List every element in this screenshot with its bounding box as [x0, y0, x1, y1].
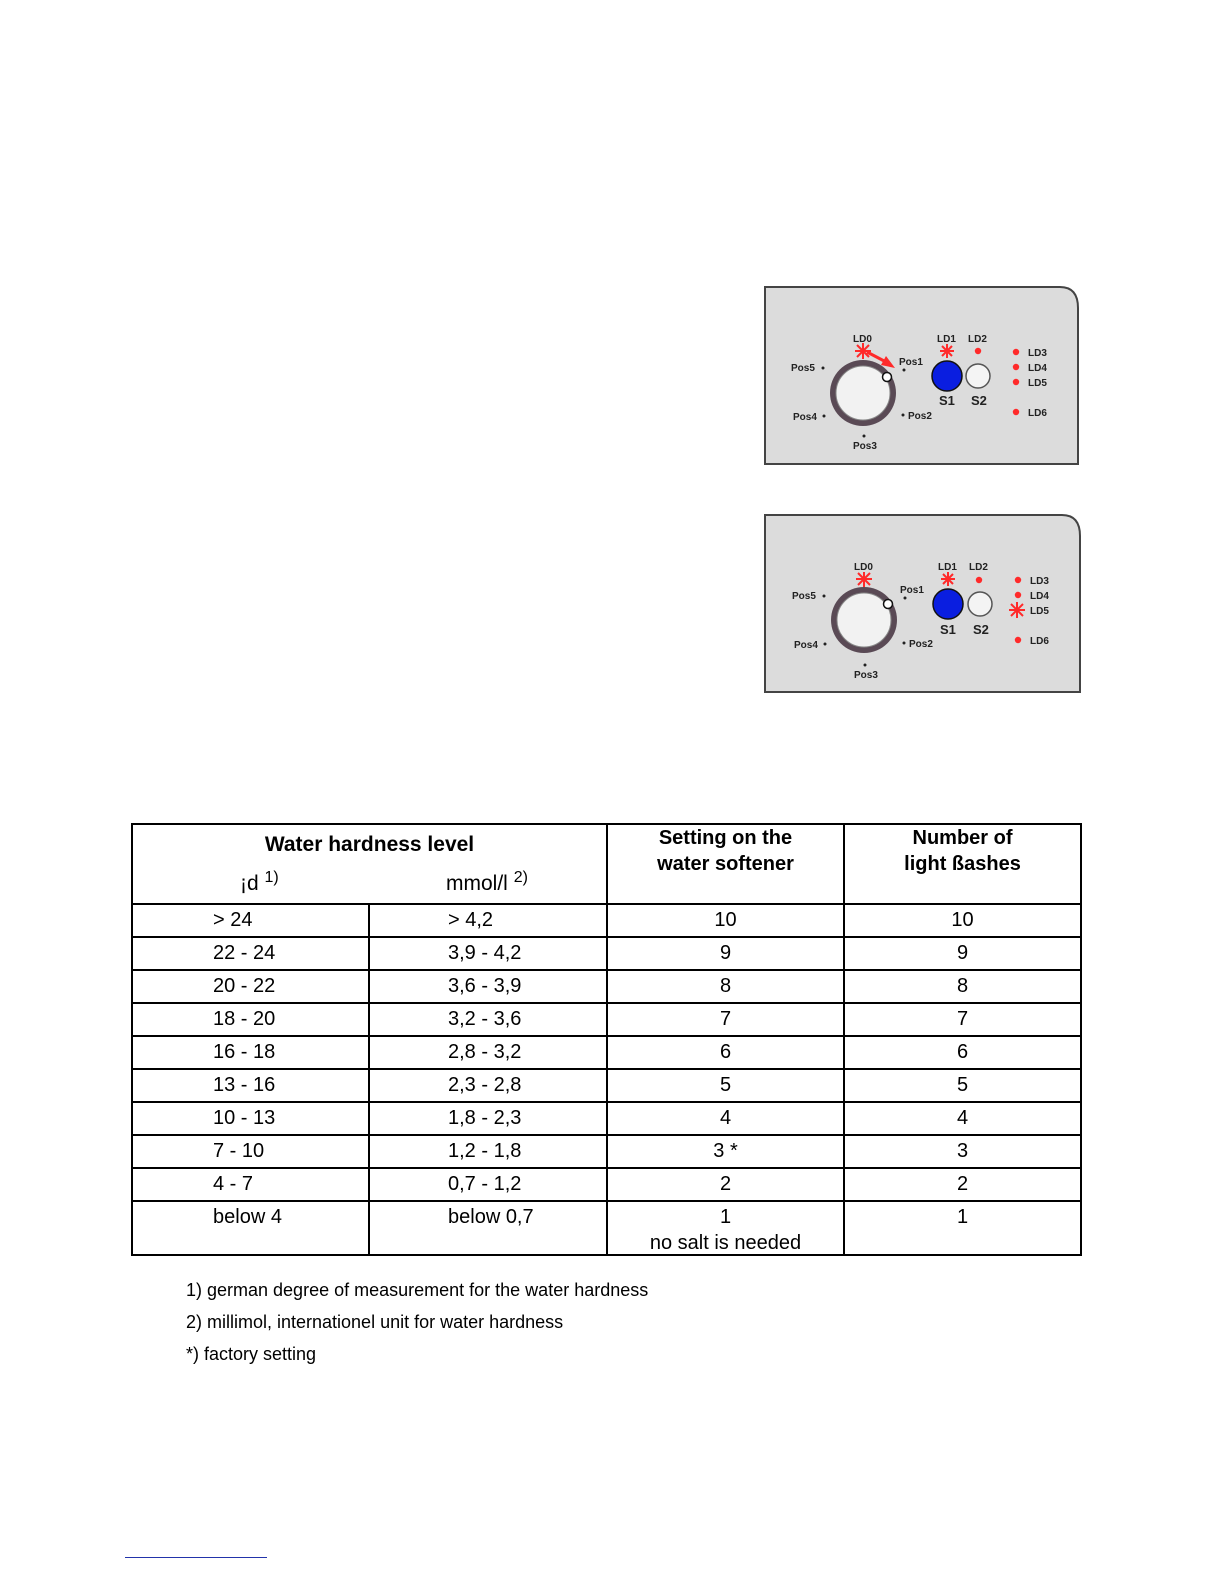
ld1-label: LD1 — [938, 562, 957, 573]
pos3-label: Pos3 — [853, 441, 877, 452]
pos1-label: Pos1 — [900, 585, 924, 596]
pos1-label: Pos1 — [899, 357, 923, 368]
ld4-led — [1013, 364, 1019, 370]
control-panel-top-svg — [764, 286, 1080, 466]
ld5-flash-star-icon — [1009, 602, 1025, 618]
german-degree-cell: 13 - 16 — [132, 1069, 369, 1102]
ld6-label: LD6 — [1028, 408, 1047, 419]
table-row — [132, 1003, 1081, 1036]
table-row — [132, 904, 1081, 937]
control-panel-diagram-top — [764, 286, 1080, 466]
ld3-label: LD3 — [1028, 348, 1047, 359]
flashes-cell: 6 — [844, 1036, 1081, 1069]
setting-cell: 2 — [607, 1168, 844, 1201]
flashes-cell: 3 — [844, 1135, 1081, 1168]
mmol-cell: 0,7 - 1,2 — [369, 1168, 607, 1201]
ld5-label: LD5 — [1030, 606, 1049, 617]
pos5-label: Pos5 — [791, 363, 815, 374]
german-degree-cell: 10 - 13 — [132, 1102, 369, 1135]
setting-cell: 10 — [607, 904, 844, 937]
footnote-1: 1) german degree of measurement for the water hardness — [186, 1280, 649, 1300]
mmol-header: mmol/l $^{2)}$ — [446, 869, 528, 895]
ld6-label: LD6 — [1030, 636, 1049, 647]
ld6-led — [1013, 409, 1019, 415]
rotary-knob — [837, 593, 891, 647]
ld5-label: LD5 — [1028, 378, 1047, 389]
mmol-cell: 2,8 - 3,2 — [369, 1036, 607, 1069]
pos2-label: Pos2 — [909, 639, 933, 650]
ld2-led — [975, 348, 981, 354]
table-row — [132, 1036, 1081, 1069]
table-row — [132, 1102, 1081, 1135]
control-panel-diagram-bottom — [764, 514, 1082, 694]
table-header-row — [132, 824, 1081, 904]
footnote-3: *) factory setting — [186, 1344, 317, 1364]
flashes-cell: 2 — [844, 1168, 1081, 1201]
ld1-flash-star-icon — [941, 572, 955, 586]
s2-button — [966, 364, 990, 388]
german-degree-cell: below 4 — [132, 1201, 369, 1255]
s1-button — [932, 361, 962, 391]
pos2-label: Pos2 — [908, 411, 932, 422]
table-row — [132, 1201, 1081, 1255]
footnotes — [186, 1274, 648, 1370]
ld3-led — [1015, 577, 1021, 583]
page-rule — [125, 1557, 267, 1558]
setting-cell: 8 — [607, 970, 844, 1003]
german-degree-header: ¡d $^{1)}$ — [240, 869, 279, 895]
ld0-flash-star-icon — [856, 572, 872, 587]
ld1-label: LD1 — [937, 334, 956, 345]
footnote-2: 2) millimol, internationel unit for water hardness — [186, 1312, 564, 1332]
german-degree-cell: 22 - 24 — [132, 937, 369, 970]
ld2-label: LD2 — [968, 334, 987, 345]
german-degree-cell: 20 - 22 — [132, 970, 369, 1003]
setting-cell: 9 — [607, 937, 844, 970]
ld2-led — [976, 577, 982, 583]
flashes-cell: 8 — [844, 970, 1081, 1003]
mmol-cell: 2,3 - 2,8 — [369, 1069, 607, 1102]
flashes-cell: 4 — [844, 1102, 1081, 1135]
german-degree-cell: 4 - 7 — [132, 1168, 369, 1201]
table-row — [132, 937, 1081, 970]
pos4-label: Pos4 — [794, 640, 818, 651]
german-degree-cell: 18 - 20 — [132, 1003, 369, 1036]
s1-button — [933, 589, 963, 619]
flashes-cell: 9 — [844, 937, 1081, 970]
setting-cell: 5 — [607, 1069, 844, 1102]
mmol-cell: below 0,7 — [369, 1201, 607, 1255]
ld2-label: LD2 — [969, 562, 988, 573]
ld3-label: LD3 — [1030, 576, 1049, 587]
knob-indicator — [883, 373, 892, 382]
flashes-cell: 7 — [844, 1003, 1081, 1036]
s2-label: S2 — [971, 393, 987, 408]
ld6-led — [1015, 637, 1021, 643]
ld0-flash-star-icon — [855, 343, 871, 359]
pos4-label: Pos4 — [793, 412, 817, 423]
setting-header: Setting on the water softener — [607, 824, 844, 904]
setting-note: no salt is needed — [649, 1232, 802, 1254]
flashes-cell: 5 — [844, 1069, 1081, 1102]
table-row — [132, 1168, 1081, 1201]
water-hardness-title: Water hardness level — [264, 833, 475, 856]
flashes-cell: 1 — [844, 1201, 1081, 1255]
s1-label: S1 — [939, 393, 955, 408]
mmol-cell: 3,6 - 3,9 — [369, 970, 607, 1003]
mmol-cell: 3,9 - 4,2 — [369, 937, 607, 970]
table-row — [132, 1135, 1081, 1168]
ld1-flash-star-icon — [940, 344, 954, 358]
pos5-label: Pos5 — [792, 591, 816, 602]
s2-label: S2 — [973, 622, 989, 637]
mmol-cell: > 4,2 — [369, 904, 607, 937]
ld0-label: LD0 — [854, 562, 873, 573]
mmol-cell: 3,2 - 3,6 — [369, 1003, 607, 1036]
mmol-cell: 1,8 - 2,3 — [369, 1102, 607, 1135]
water-hardness-table — [131, 823, 1082, 1256]
setting-cell: 6 — [607, 1036, 844, 1069]
german-degree-cell: 7 - 10 — [132, 1135, 369, 1168]
water-hardness-header — [132, 824, 607, 904]
s2-button — [968, 592, 992, 616]
ld0-label: LD0 — [853, 334, 872, 345]
table-row — [132, 970, 1081, 1003]
table-row — [132, 1069, 1081, 1102]
german-degree-cell: 16 - 18 — [132, 1036, 369, 1069]
ld4-label: LD4 — [1030, 591, 1049, 602]
setting-cell: 3 * — [607, 1135, 844, 1168]
ld4-label: LD4 — [1028, 363, 1047, 374]
setting-value: 1 — [719, 1206, 732, 1228]
ld3-led — [1013, 349, 1019, 355]
control-panel-bottom-svg — [764, 514, 1082, 694]
setting-cell: 7 — [607, 1003, 844, 1036]
setting-cell — [607, 1201, 844, 1255]
flashes-cell: 10 — [844, 904, 1081, 937]
mmol-cell: 1,2 - 1,8 — [369, 1135, 607, 1168]
german-degree-cell: > 24 — [132, 904, 369, 937]
ld4-led — [1015, 592, 1021, 598]
s1-label: S1 — [940, 622, 956, 637]
setting-cell: 4 — [607, 1102, 844, 1135]
light-flashes-header: Number of light ßashes — [844, 824, 1081, 904]
knob-indicator — [884, 600, 893, 609]
rotary-knob — [836, 366, 890, 420]
pos3-label: Pos3 — [854, 670, 878, 681]
ld5-led — [1013, 379, 1019, 385]
